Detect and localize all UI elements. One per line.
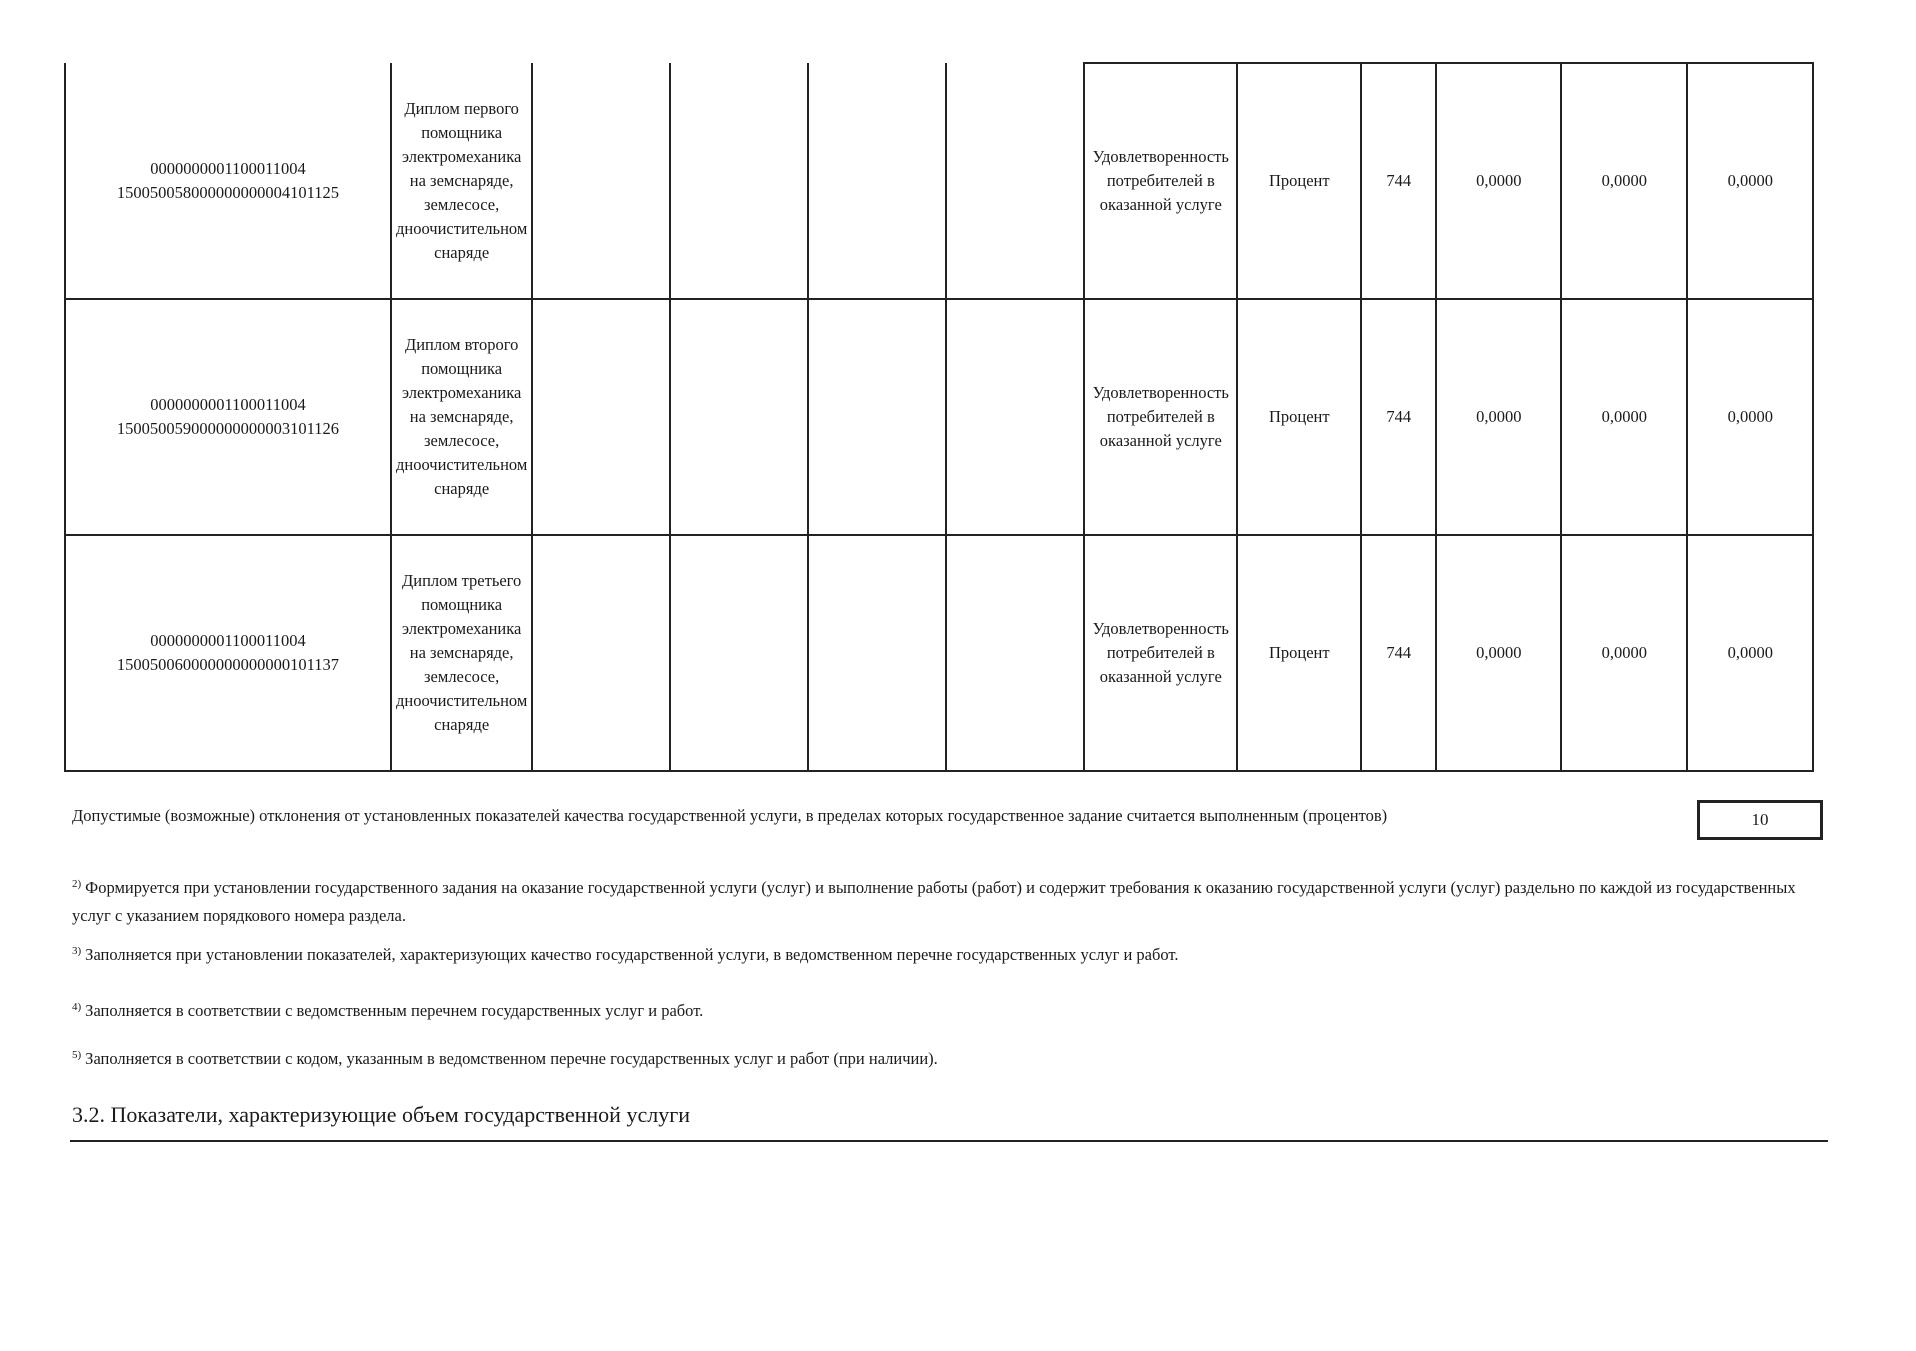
empty-cell <box>670 535 808 771</box>
registry-code-line2: 150050060000000000000101137 <box>116 655 340 674</box>
value-cell: 0,0000 <box>1436 535 1561 771</box>
empty-cell <box>532 299 670 535</box>
value-cell: 0,0000 <box>1436 299 1561 535</box>
unit-cell: Процент <box>1237 299 1361 535</box>
footnote-5 <box>72 1041 1812 1073</box>
empty-cell <box>532 63 670 299</box>
empty-cell <box>946 63 1084 299</box>
footnote-3 <box>72 937 1812 969</box>
value-cell: 0,0000 <box>1436 63 1561 299</box>
footnote-4 <box>72 993 1812 1025</box>
section-title: 3.2. Показатели, характеризующие объем государственной услуги <box>72 1102 690 1127</box>
registry-code-cell <box>65 299 391 535</box>
value-cell: 0,0000 <box>1687 299 1813 535</box>
footnote-text: Формируется при установлении государственного задания на оказание государственной услуги (услуг) и выполнение работы (работ) и содержит требования к оказанию государственной услуги (услуг) раздельно по каждой из государственных услуг с указанием порядкового номера раздела. <box>72 878 1796 925</box>
okei-code-cell: 744 <box>1361 535 1436 771</box>
registry-code-line1: 0000000001100011004 <box>150 395 306 414</box>
footnote-mark: 3) <box>72 945 82 957</box>
footnote-text: Заполняется в соответствии с ведомственным перечнем государственных услуг и работ. <box>85 1001 704 1020</box>
indicator-name-cell: Удовлетворенность потребителей в оказанной услуге <box>1084 535 1237 771</box>
empty-cell <box>670 63 808 299</box>
empty-cell <box>946 535 1084 771</box>
registry-code-line2: 150050059000000000003101126 <box>116 419 340 438</box>
footnote-mark: 2) <box>72 878 82 890</box>
deviation-value: 10 <box>1697 800 1823 840</box>
indicator-name-cell: Удовлетворенность потребителей в оказанной услуге <box>1084 63 1237 299</box>
registry-code-line2: 150050058000000000004101125 <box>116 182 340 202</box>
empty-cell <box>808 299 946 535</box>
quality-indicators-table <box>64 62 1814 772</box>
section-underline <box>70 1140 1828 1142</box>
empty-cell <box>532 535 670 771</box>
okei-code-cell: 744 <box>1361 63 1436 299</box>
value-cell: 0,0000 <box>1687 535 1813 771</box>
footnote-text: Заполняется в соответствии с кодом, указанным в ведомственном перечне государственных услуг и работ (при наличии). <box>85 1049 938 1068</box>
empty-cell <box>670 299 808 535</box>
unit-cell: Процент <box>1237 535 1361 771</box>
registry-code-line1: 0000000001100011004 <box>150 158 306 178</box>
footnote-text: Заполняется при установлении показателей, характеризующих качество государственной услуги, в ведомственном перечне государственных услуг и работ. <box>85 945 1179 964</box>
value-cell: 0,0000 <box>1561 63 1687 299</box>
okei-code-cell: 744 <box>1361 299 1436 535</box>
value-cell: 0,0000 <box>1561 299 1687 535</box>
table-row <box>65 535 1813 771</box>
registry-code-cell <box>65 63 391 299</box>
footnote-mark: 5) <box>72 1049 82 1061</box>
footnote-2 <box>72 870 1812 930</box>
table-row <box>65 63 1813 299</box>
registry-code-cell <box>65 535 391 771</box>
empty-cell <box>808 535 946 771</box>
registry-code-line1: 0000000001100011004 <box>150 631 306 650</box>
value-cell: 0,0000 <box>1687 63 1813 299</box>
service-name-cell: Диплом третьего помощника электромеханика на земснаряде, землесосе, дноочистительном снаряде <box>391 535 532 771</box>
deviation-label: Допустимые (возможные) отклонения от установленных показателей качества государственной услуги, в пределах которых государственное задание считается выполненным (процентов) <box>72 806 1388 825</box>
empty-cell <box>808 63 946 299</box>
table-row <box>65 299 1813 535</box>
service-name-cell: Диплом первого помощника электромеханика на земснаряде, землесосе, дноочистительном снаряде <box>391 63 532 299</box>
indicator-name-cell: Удовлетворенность потребителей в оказанной услуге <box>1084 299 1237 535</box>
value-cell: 0,0000 <box>1561 535 1687 771</box>
empty-cell <box>946 299 1084 535</box>
footnote-mark: 4) <box>72 1001 82 1013</box>
unit-cell: Процент <box>1237 63 1361 299</box>
service-name-cell: Диплом второго помощника электромеханика на земснаряде, землесосе, дноочистительном снаряде <box>391 299 532 535</box>
